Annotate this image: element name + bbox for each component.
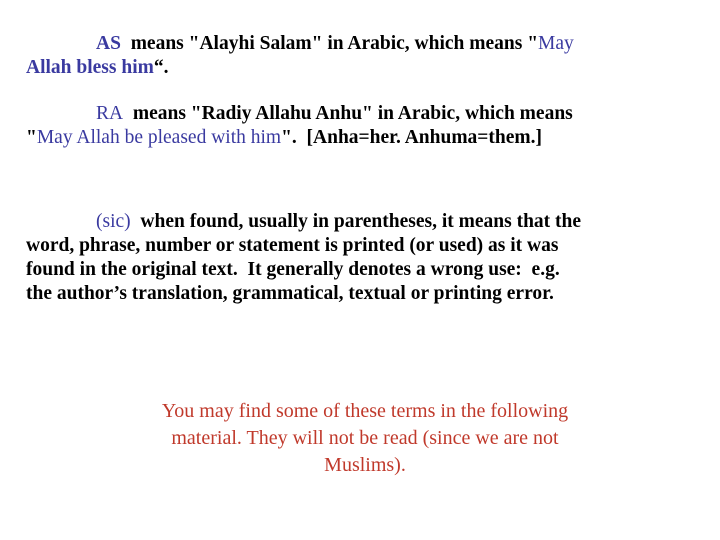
definition-text: means "Alayhi Salam" in Arabic, which means " — [120, 33, 539, 54]
definition-line — [26, 56, 698, 80]
note-line: Muslims). — [324, 454, 406, 476]
definition-text: when found, usually in parentheses, it means that the — [130, 211, 582, 232]
definition-text: means "Radiy Allahu Anhu" in Arabic, which means — [123, 103, 573, 124]
note-line: You may find some of these terms in the following — [161, 400, 569, 422]
definition-line — [26, 102, 698, 126]
translation-text: May — [538, 33, 574, 54]
definition-sic — [26, 210, 698, 306]
definition-line — [26, 126, 698, 150]
definition-text: ". [Anha=her. Anhuma=them.] — [281, 127, 543, 148]
term-as: AS — [96, 33, 121, 54]
definition-line — [26, 210, 698, 234]
term-ra: RA — [96, 103, 124, 124]
definition-text: " — [26, 127, 37, 148]
definition-line: the author’s translation, grammatical, textual or printing error. — [26, 283, 554, 304]
term-sic: (sic) — [96, 211, 131, 232]
definition-ra — [26, 102, 698, 150]
translation-text: May Allah be pleased with him — [36, 127, 282, 148]
definition-as — [26, 32, 698, 80]
closing-note — [60, 398, 670, 479]
note-line: material. They will not be read (since we are not — [171, 427, 559, 449]
definition-text: “. — [153, 57, 169, 78]
definition-line — [26, 32, 698, 56]
definition-line: word, phrase, number or statement is printed (or used) as it was — [26, 235, 559, 256]
translation-text: Allah bless him — [26, 57, 154, 78]
definition-line: found in the original text. It generally denotes a wrong use: e.g. — [26, 259, 560, 280]
